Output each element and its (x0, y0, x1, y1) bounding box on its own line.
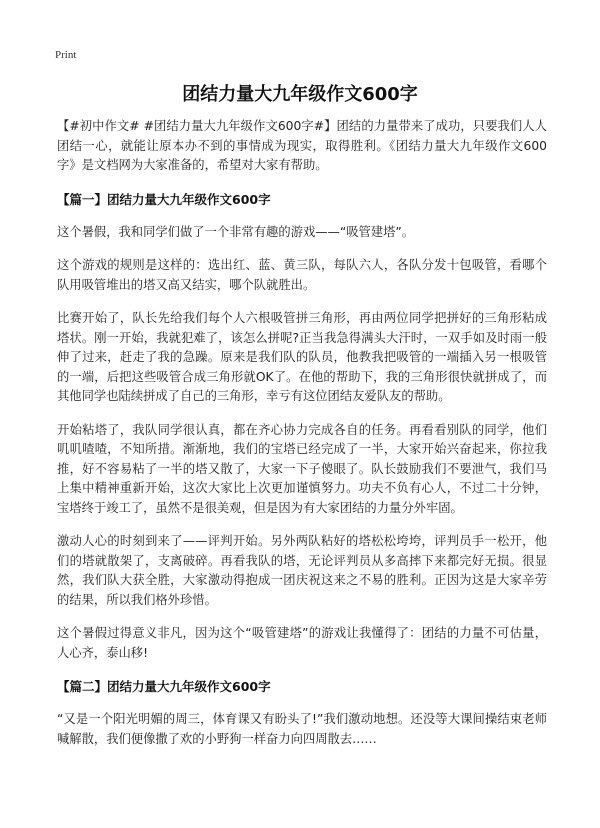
paragraph: 激动人心的时刻到来了——评判开始。另外两队粘好的塔松松垮垮，评判员手一松开，他们的塔就散架了，支离破碎。再看我队的塔，无论评判员从多高摔下来都完好无损。很显然，我们队大获全胜，大家激动得抱成一团庆祝这来之不易的胜利。正因为这是大家辛劳的结果，所以我们格外珍惜。 (57, 534, 547, 607)
paragraph: “又是一个阳光明媚的周三，体育课又有盼头了!”我们激动地想。还没等大课间操结束老师喊解散，我们便像撒了欢的小野狗一样奋力向四周散去…… (57, 712, 547, 746)
intro-paragraph: 【#初中作文# #团结力量大九年级作文600字#】团结的力量带来了成功，只要我们人人团结一心，就能让原本办不到的事情成为现实，取得胜利。《团结力量大九年级作文600字》是文档网为大家准备的，希望对大家有帮助。 (57, 119, 547, 172)
paragraph: 开始粘塔了，我队同学很认真，都在齐心协力完成各自的任务。再看看别队的同学，他们叽叽喳喳，不知所措。渐渐地，我们的宝塔已经完成了一半，大家开始兴奋起来，你拉我推，好不容易粘了一半的塔又散了，大家一下子傻眼了。队长鼓励我们不要泄气，我们马上集中精神重新开始，这次大家比上次更加谨慎努力。功夫不负有心人，不过二十分钟，宝塔终于竣工了，虽然不是很美观，但是因为有大家团结的力量分外牢固。 (57, 422, 547, 515)
paragraph: 这个暑假过得意义非凡，因为这个“吸管建塔”的游戏让我懂得了：团结的力量不可估量，人心齐，泰山移! (57, 626, 547, 660)
section-heading-1: 【篇一】团结力量大九年级作文600字 (57, 191, 271, 207)
paragraph: 这个游戏的规则是这样的：选出红、蓝、黄三队，每队六人，各队分发十包吸管，看哪个队用吸管堆出的塔又高又结实，哪个队就胜出。 (57, 258, 547, 292)
print-label: Print (55, 49, 77, 61)
section-heading-2: 【篇二】团结力量大九年级作文600字 (57, 679, 271, 694)
paragraph: 这个暑假，我和同学们做了一个非常有趣的游戏——“吸管建塔”。 (57, 224, 415, 239)
document-body (57, 117, 547, 763)
document-title: 团结力量大九年级作文600字 (182, 84, 418, 105)
paragraph: 比赛开始了，队长先给我们每个人六根吸管拼三角形，再由两位同学把拼好的三角形粘成塔状。刚一开始，我就犯难了，该怎么拼呢?正当我急得满头大汗时，一双手如及时雨一般伸了过来，赶走了我的急躁。原来是我们队的队员，他教我把吸管的一端插入另一根吸管的一端，后把这些吸管合成三角形就OK了。在他的帮助下，我的三角形很快就拼成了，而其他同学也陆续拼成了自己的三角形，幸亏有这位团结友爱队友的帮助。 (57, 311, 547, 403)
